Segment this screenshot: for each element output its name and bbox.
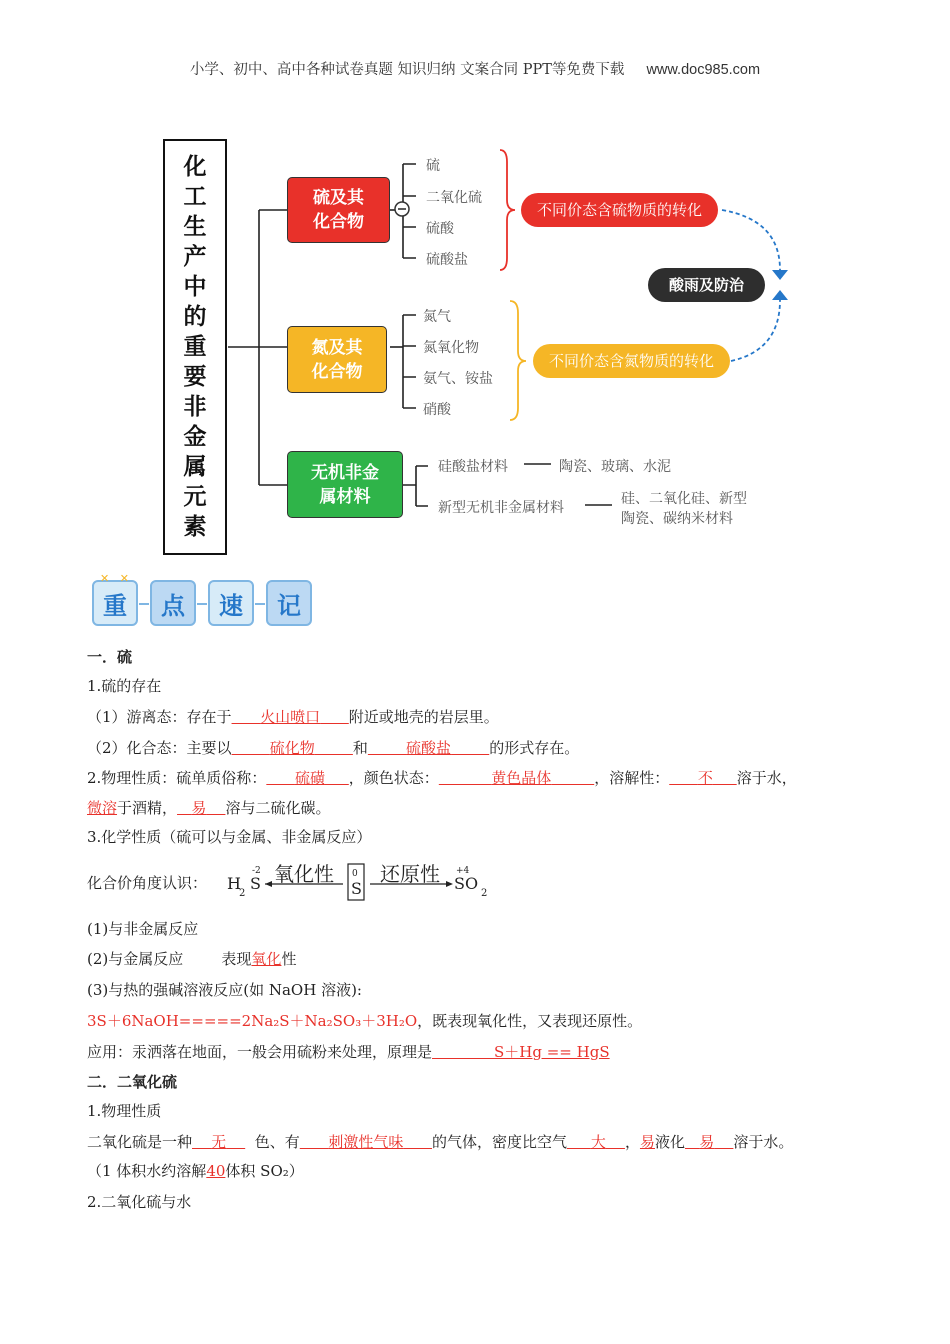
leaf-nitric-acid[interactable]: 硝酸 [423, 402, 451, 418]
mindmap-root [163, 139, 227, 555]
root-char: 元 [183, 484, 207, 510]
leaf-silicate-items[interactable]: 陶瓷、玻璃、水泥 [559, 459, 671, 475]
pill-sulfur-transform[interactable]: 不同价态含硫物质的转化 [521, 193, 718, 227]
equation-red: 3S＋6NaOH=====2Na₂S＋Na₂SO₃＋3H₂O [87, 1012, 418, 1030]
node-label: 氮及其 [311, 337, 363, 358]
valence-zero: 0 [352, 869, 358, 879]
para-so2-solubility: （1 体积水约溶解40体积 SO₂） [87, 1162, 304, 1180]
para-application: 应用：汞洒落在地面，一般会用硫粉来处理，原理是 S＋Hg == HgS [87, 1043, 610, 1061]
para-so2-water: 2.二氧化硫与水 [87, 1193, 192, 1211]
node-acid-rain[interactable]: 酸雨及防治 [648, 268, 765, 302]
node-nitrogen[interactable] [287, 326, 387, 393]
leaf-nox[interactable]: 氮氧化物 [423, 340, 479, 356]
blank-answer: 氧化 [251, 950, 282, 968]
leaf-new-items[interactable]: 陶瓷、碳纳米材料 [621, 511, 733, 527]
root-char: 工 [183, 184, 207, 210]
root-char: 素 [183, 514, 207, 540]
root-char: 化 [183, 154, 207, 180]
leaf-so2[interactable]: 二氧化硫 [426, 190, 482, 206]
para-so2-physical: 1.物理性质 [87, 1102, 162, 1120]
blank-answer: 易 [639, 1133, 655, 1151]
blank-answer: 易 [191, 799, 207, 817]
blank-answer: 硫化物 [269, 739, 315, 757]
root-char: 重 [183, 334, 207, 360]
header-url[interactable]: www.doc985.com [646, 62, 761, 78]
leaf-sulfuric-acid[interactable]: 硫酸 [426, 221, 454, 237]
valence-label: 化合价角度认识： [87, 874, 208, 892]
valence-diagram [225, 856, 495, 906]
badge-quick: 速 [208, 580, 254, 626]
root-char: 非 [183, 394, 207, 420]
valence-minus2: -2 [252, 866, 261, 876]
node-label: 化合物 [311, 361, 363, 382]
formula-so: SO [454, 874, 479, 893]
formula-s: S [351, 879, 362, 898]
arrow-oxidizing: 氧化性 [274, 862, 334, 886]
para-equation: 3S＋6NaOH=====2Na₂S＋Na₂SO₃＋3H₂O，既表现氧化性，又表现还原性。 [87, 1012, 643, 1030]
para-physical: 2.物理性质：硫单质俗称： 硫磺 ，颜色状态： 黄色晶体 ，溶解性： 不 溶于水， [87, 769, 797, 787]
root-char: 的 [183, 304, 207, 330]
para-chemical: 3.化学性质（硫可以与金属、非金属反应） [87, 828, 372, 846]
sulfur-brace [500, 150, 515, 270]
blank-answer: 火山喷口 [260, 708, 321, 726]
pill-nitrogen-transform[interactable]: 不同价态含氮物质的转化 [533, 344, 730, 378]
node-sulfur[interactable] [287, 177, 390, 243]
formula-sub: 2 [239, 888, 246, 899]
blank-answer: 无 [211, 1133, 227, 1151]
leaf-new-material[interactable]: 新型无机非金属材料 [438, 500, 564, 516]
blank-answer: 大 [590, 1133, 606, 1151]
leaf-sulfate[interactable]: 硫酸盐 [426, 252, 468, 268]
leaf-new-items[interactable]: 硅、二氧化硅、新型 [621, 491, 747, 507]
blank-answer: 硫酸盐 [406, 739, 452, 757]
blank-answer: 黄色晶体 [491, 769, 552, 787]
sparkle-icon: ✕ ✕ [100, 572, 129, 585]
para-solubility: 微溶于酒精， 易 溶与二硫化碳。 [87, 799, 331, 817]
section-title-so2: 二．二氧化硫 [87, 1073, 178, 1091]
node-label: 化合物 [313, 212, 364, 232]
para-existence: 1.硫的存在 [87, 677, 162, 695]
root-char: 金 [183, 424, 207, 450]
node-label: 硫及其 [313, 188, 364, 208]
node-label: 属材料 [319, 486, 371, 507]
header-text: 小学、初中、高中各种试卷真题 知识归纳 文案合同 PPT等免费下载 [189, 62, 625, 78]
leaf-silicate[interactable]: 硅酸盐材料 [438, 459, 508, 475]
blank-answer: 微溶 [87, 799, 118, 817]
root-char: 产 [183, 244, 207, 270]
para-free-state: （1）游离态：存在于 火山喷口 附近或地壳的岩层里。 [87, 708, 499, 726]
formula-sub: 2 [481, 888, 488, 899]
valence-plus4: +4 [456, 866, 470, 876]
blank-answer: 不 [697, 769, 713, 787]
badge-note: 记 [266, 580, 312, 626]
para-so2-desc: 二氧化硫是一种 无 色、有 刺激性气味 的气体，密度比空气 大 ，易液化 易 溶于水。 [87, 1133, 794, 1151]
nitrogen-brace [510, 301, 526, 420]
root-char: 要 [183, 364, 207, 390]
formula-s: S [250, 874, 261, 893]
badge-point: 点 [150, 580, 196, 626]
root-char: 生 [183, 214, 207, 240]
para-nonmetal: (1)与非金属反应 [87, 920, 199, 938]
leaf-ammonia[interactable]: 氨气、铵盐 [423, 371, 493, 387]
blank-answer: 易 [699, 1133, 715, 1151]
leaf-nitrogen[interactable]: 氮气 [423, 309, 451, 325]
badge-key: 重 [92, 580, 138, 626]
node-label: 无机非金 [311, 462, 379, 483]
arrow-reducing: 还原性 [380, 862, 440, 886]
blank-answer: 40 [206, 1162, 226, 1180]
root-char: 中 [183, 274, 207, 300]
section-title-sulfur: 一．硫 [87, 648, 133, 666]
para-combined-state: （2）化合态：主要以 硫化物 和 硫酸盐 的形式存在。 [87, 739, 580, 757]
para-metal: (2)与金属反应 表现氧化性 [87, 950, 297, 968]
blank-answer: S＋Hg == HgS [494, 1043, 610, 1061]
blank-answer: 刺激性气味 [328, 1133, 404, 1151]
node-inorganic[interactable] [287, 451, 403, 518]
para-base: (3)与热的强碱溶液反应(如 NaOH 溶液): [87, 981, 362, 999]
blank-answer: 硫磺 [294, 769, 325, 787]
leaf-sulfur[interactable]: 硫 [426, 158, 440, 174]
formula-h: H [227, 874, 241, 893]
root-char: 属 [183, 454, 207, 480]
